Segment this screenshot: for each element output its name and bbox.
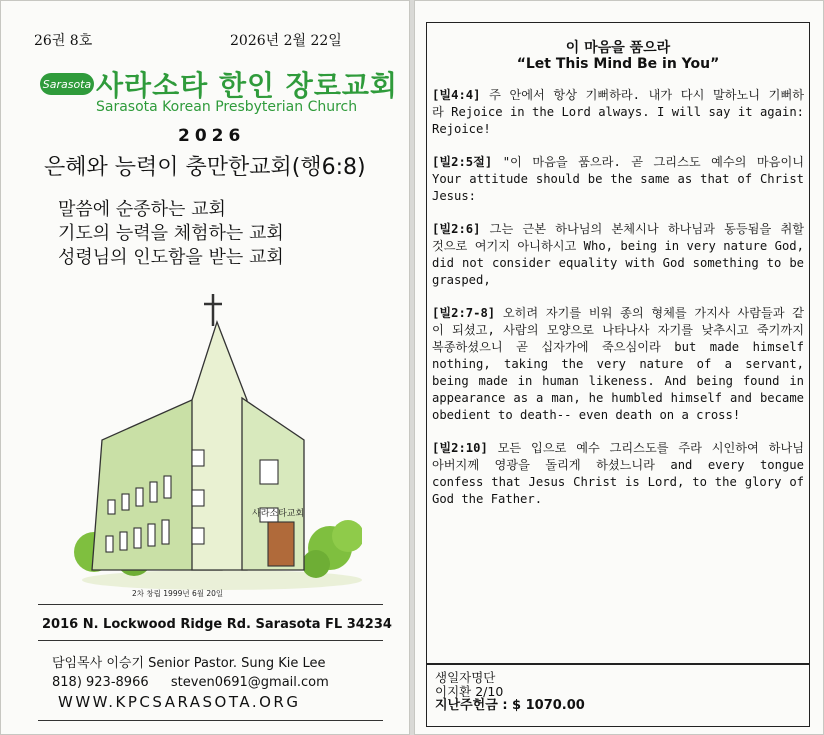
offering-total: 지난주헌금 : $ 1070.00 — [435, 698, 585, 713]
goal-item: 말씀에 순종하는 교회 — [58, 199, 226, 220]
divider — [38, 604, 383, 605]
goal-item: 성령님의 인도함을 받는 교회 — [58, 247, 284, 268]
right-bush-icon — [302, 520, 362, 578]
verse-ref: [빌4:4] — [432, 88, 481, 102]
divider — [38, 720, 383, 721]
verse-ref: [빌2:10] — [432, 441, 488, 455]
scripture-frame — [426, 22, 810, 727]
scripture-page — [414, 0, 824, 735]
pastor-info — [52, 654, 329, 692]
email-address[interactable]: steven0691@gmail.com — [170, 675, 329, 690]
pastor-name: 담임목사 이승기 Senior Pastor. Sung Kie Lee — [52, 656, 326, 671]
contact-line — [52, 673, 329, 692]
church-sign: 사라소타교회 — [252, 509, 305, 519]
verse-ref: [빌2:5절] — [432, 155, 493, 169]
church-name-korean: 사라소타 한인 장로교회 — [96, 69, 398, 102]
cross-icon — [204, 294, 222, 326]
divider — [38, 640, 383, 641]
founding-caption: 2차 창립 1999년 6월 20일 — [132, 589, 224, 598]
church-goals — [58, 198, 284, 270]
verse-list — [432, 87, 804, 524]
verse-text: 주 안에서 항상 기뻐하라. 내가 다시 말하노니 기뻐하라 Rejoice in the Lord always. I will say it again: Rejoice! — [432, 88, 804, 136]
annual-theme: 은혜와 능력이 충만한교회(행6:8) — [44, 155, 366, 180]
verse-ref: [빌2:6] — [432, 222, 481, 236]
birthday-entry: 이지환 2/10 — [435, 684, 504, 699]
verse-text: 모든 입으로 예수 그리스도를 주라 시인하여 하나님 아버지께 영광을 돌리게 하셨느니라 and every tongue confess that Jesus Christ is Lord, to the glory of God the Father. — [432, 441, 804, 506]
verse-item — [432, 305, 804, 424]
issue-number: 26권 8호 — [34, 33, 93, 49]
church-building-illustration — [72, 290, 362, 606]
verse-text: 그는 근본 하나님의 본체시나 하나님과 동등됨을 취할 것으로 여기지 아니하시고 Who, being in very nature God, did not consider equality with God something to be grasped, — [432, 222, 804, 287]
website-link[interactable]: WWW.KPCSARASOTA.ORG — [58, 693, 301, 711]
verse-item — [432, 87, 804, 138]
verse-text: 오히려 자기를 비워 종의 형체를 가지사 사람들과 같이 되셨고, 사람의 모양으로 나타나사 자기를 낮추시고 죽기까지 복종하셨으니 곧 십자가에 죽으심이라 but made himself nothing, taking the very nature of a servant, being made in human likeness. And being found in appearance as a man, he humbled himself and became obedient to death-- even death on a cross! — [432, 306, 804, 422]
church-door — [268, 522, 294, 566]
church-address: 2016 N. Lockwood Ridge Rd. Sarasota FL 34234 — [42, 617, 392, 632]
birthday-heading: 생일자명단 — [435, 670, 496, 685]
verse-item — [432, 221, 804, 289]
verse-item — [432, 440, 804, 508]
brand-badge: Sarasota — [40, 73, 94, 95]
verse-item — [432, 154, 804, 205]
announcements — [435, 671, 585, 713]
church-name-english: Sarasota Korean Presbyterian Church — [96, 99, 358, 115]
goal-item: 기도의 능력을 체험하는 교회 — [58, 223, 284, 244]
verse-ref: [빌2:7-8] — [432, 306, 496, 320]
verse-text: "이 마음을 품으라. 곧 그리스도 예수의 마음이니 Your attitude should be the same as that of Christ Jesus: — [432, 155, 804, 203]
sermon-title-korean: 이 마음을 품으라 — [565, 40, 671, 56]
sermon-title-english: “Let This Mind Be in You” — [516, 56, 720, 72]
phone-number: 818) 923-8966 — [52, 675, 149, 690]
year-heading: 2026 — [178, 126, 246, 146]
section-divider — [427, 663, 809, 665]
bulletin-date: 2026년 2월 22일 — [230, 33, 342, 49]
cover-page — [0, 0, 410, 735]
